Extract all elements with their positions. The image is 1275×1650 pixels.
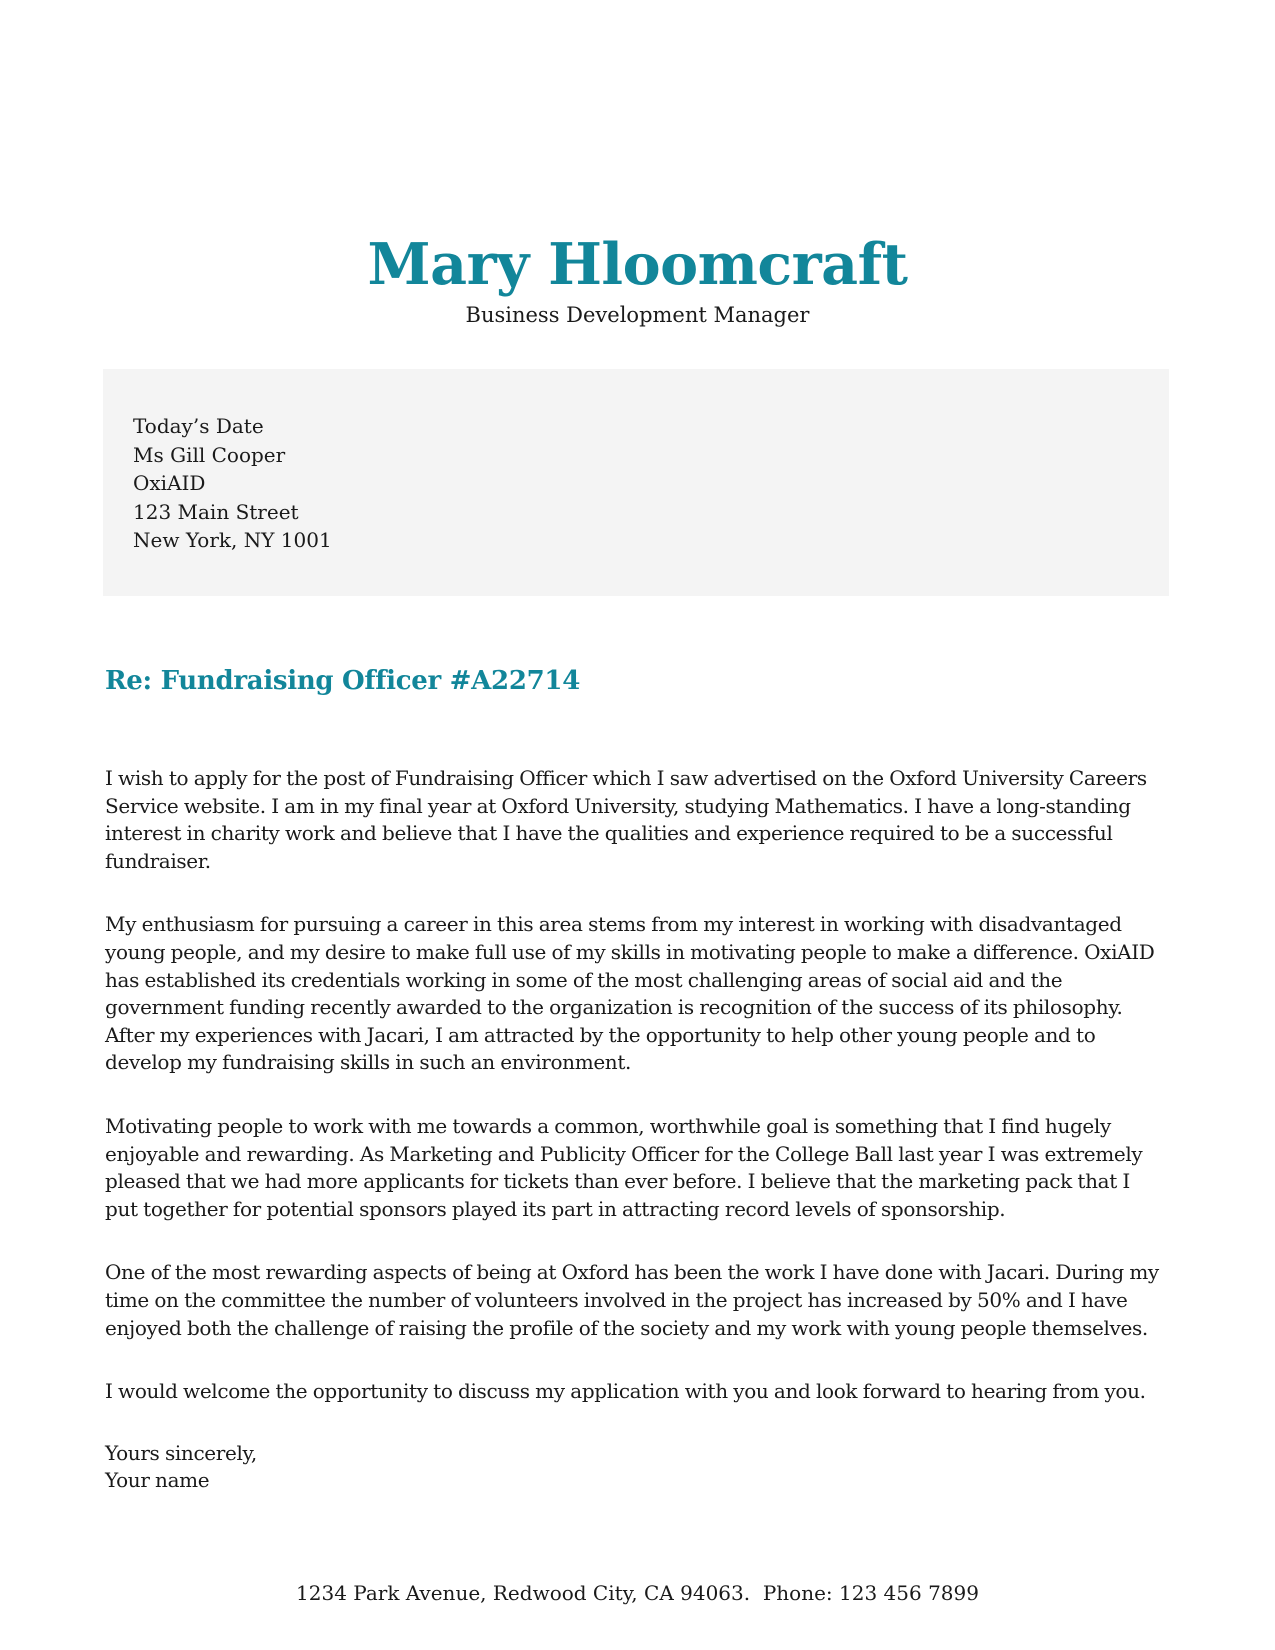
sender-title: Business Development Manager: [465, 303, 810, 327]
body-paragraph-3: Motivating people to work with me towards a common, worthwhile goal is something that I find hugely enjoyable and rewarding. As Marketing and Publicity Officer for the College Ball last year I was extremely pleased that we had more applicants for tickets than ever before. I believe that the marketing pack that I put together for potential sponsors played its part in attracting record levels of sponsorship.: [105, 1113, 1143, 1221]
body-paragraph-2: My enthusiasm for pursuing a career in this area stems from my interest in working with disadvantaged young people, and my desire to make full use of my skills in motivating people to make a difference. OxiAID has established its credentials working in some of the most challenging areas of social aid and the government funding recently awarded to the organization is recognition of the success of its philosophy. After my experiences with Jacari, I am attracted by the opportunity to help other young people and to develop my fundraising skills in such an environment.: [105, 912, 1155, 1075]
recipient-address: [133, 412, 332, 555]
recipient-name: Ms Gill Cooper: [133, 442, 286, 467]
signature-name: Your name: [105, 1468, 210, 1493]
closing-block: [105, 1440, 1167, 1495]
recipient-city: New York, NY 1001: [133, 528, 332, 552]
body-paragraph-5: I would welcome the opportunity to discuss my application with you and look forward to hearing from you.: [105, 1379, 1146, 1404]
footer-contact: 1234 Park Avenue, Redwood City, CA 94063. Phone: 123 456 7899: [296, 1581, 979, 1605]
letterhead: [0, 232, 1275, 329]
body-paragraph-1: I wish to apply for the post of Fundraising Officer which I saw advertised on the Oxford University Careers Service website. I am in my final year at Oxford University, studying Mathematics. I have a long-standing interest in charity work and believe that I have the qualities and experience required to be a successful fundraiser.: [105, 766, 1147, 873]
letter-date: Today’s Date: [133, 414, 264, 438]
recipient-address-box: [103, 369, 1169, 596]
recipient-company: OxiAID: [133, 471, 206, 495]
sender-name: Mary Hloomcraft: [367, 231, 908, 298]
letter-body: [105, 765, 1167, 1495]
body-paragraph-4: One of the most rewarding aspects of being at Oxford has been the work I have done with Jacari. During my time on the committee the number of volunteers involved in the project has increased by 50% and I have enjoyed both the challenge of raising the profile of the society and my work with young people themselves.: [105, 1260, 1159, 1340]
recipient-street: 123 Main Street: [133, 499, 299, 524]
subject-line: Re: Fundraising Officer #A22714: [105, 666, 580, 696]
closing-salutation: Yours sincerely,: [105, 1440, 257, 1465]
